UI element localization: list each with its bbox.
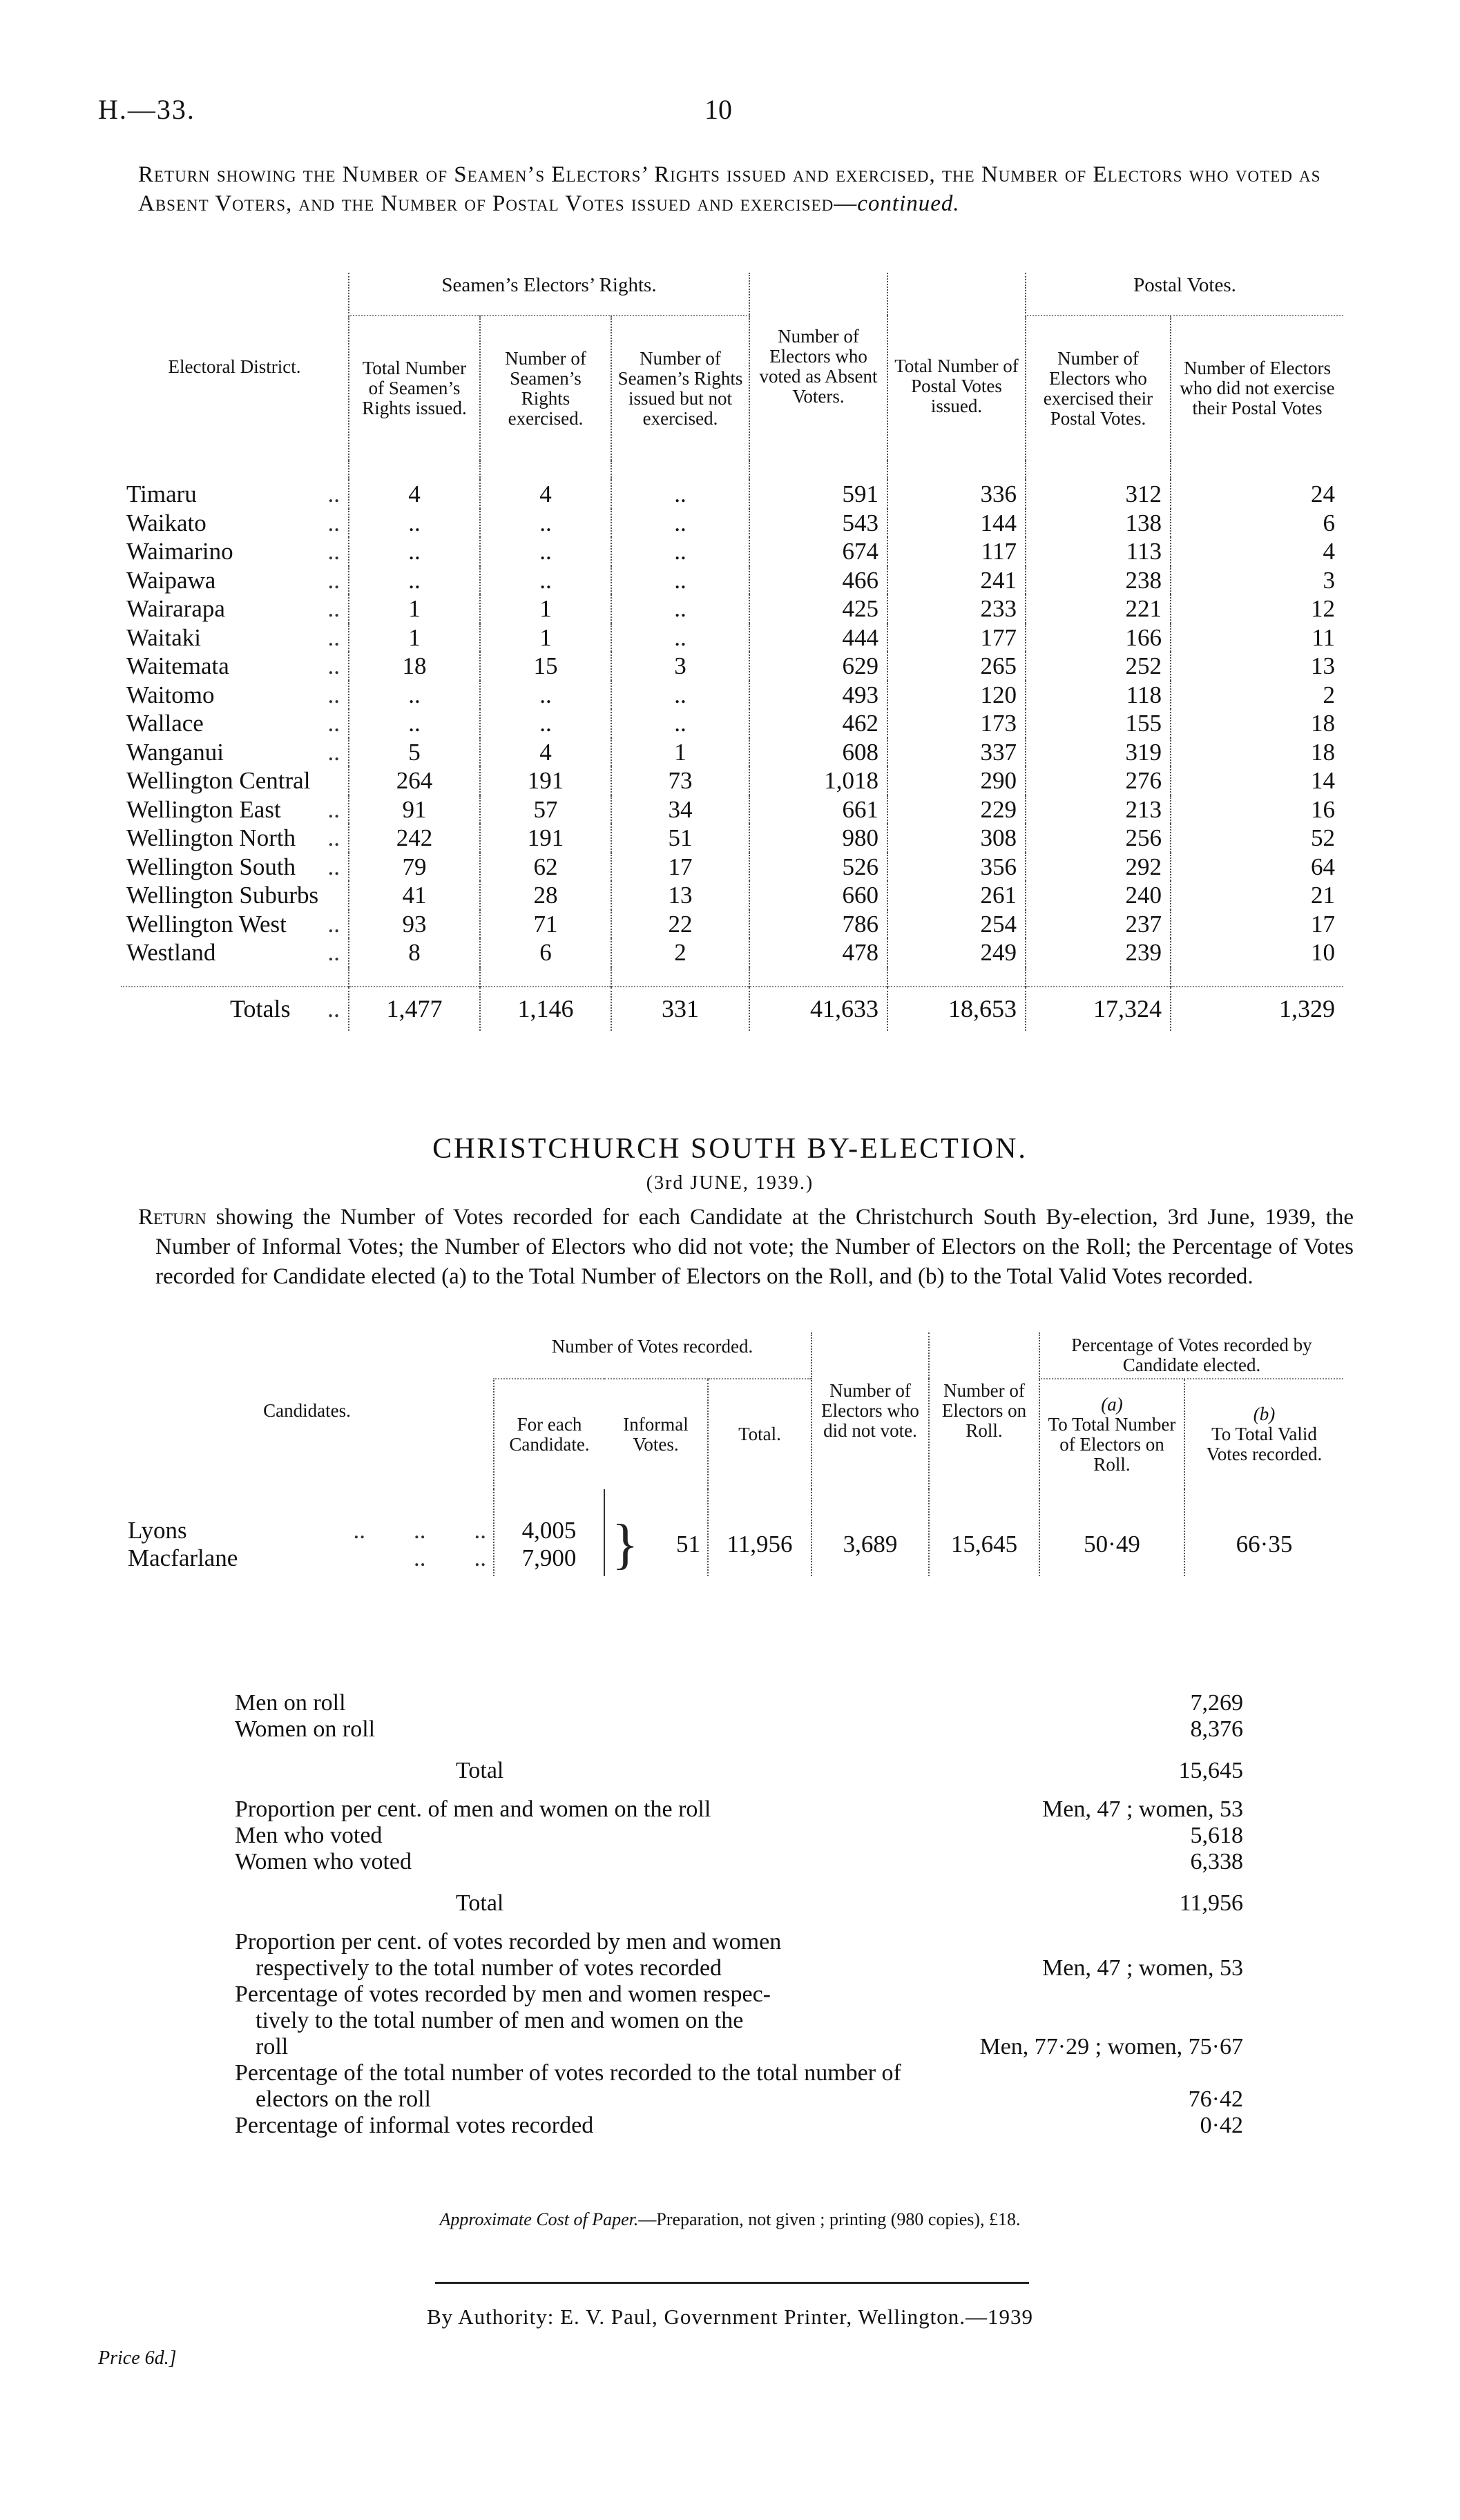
table1-title-main: Return showing the Number of Seamen’s Electors’ Rights issued and exercised, the Number of Electors who voted as Absent Voters, and the Number of Postal Votes issued and exercised— <box>138 162 1321 216</box>
summary-label: Percentage of informal votes recorded <box>235 2113 594 2138</box>
table-row <box>121 824 1343 853</box>
district-cell: Waipawa .. <box>126 566 340 594</box>
table-row <box>121 652 1343 681</box>
col-header-total: Total. <box>708 1379 811 1489</box>
value-cell: 91 <box>349 795 480 824</box>
value-cell: .. <box>349 566 480 595</box>
value-cell: 4 <box>1171 537 1343 566</box>
group-header-percentage: Percentage of Votes recorded by Candidate elected. <box>1039 1332 1343 1379</box>
summary-value: 8,376 <box>1190 1716 1243 1742</box>
value-cell: 290 <box>887 766 1026 795</box>
value-cell: 177 <box>887 623 1026 652</box>
value-cell: .. <box>480 509 611 538</box>
value-cell: 18 <box>1171 709 1343 738</box>
description-lead: Return <box>138 1205 206 1230</box>
summary-label: Percentage of votes recorded by men and women respec- <box>235 1981 771 2007</box>
value-cell: 221 <box>1026 594 1171 623</box>
value-cell: 543 <box>749 509 887 538</box>
value-cell: 249 <box>887 938 1026 967</box>
table-row <box>121 709 1343 738</box>
by-election-description <box>138 1203 1354 1292</box>
value-cell: 10 <box>1171 938 1343 967</box>
value-cell: .. <box>611 480 749 509</box>
did-not-vote: 3,689 <box>811 1489 929 1576</box>
table1-title <box>138 160 1354 218</box>
value-cell: 239 <box>1026 938 1171 967</box>
summary-block <box>235 1690 1243 2139</box>
value-cell: 265 <box>887 652 1026 681</box>
value-cell: 980 <box>749 824 887 853</box>
value-cell: 120 <box>887 681 1026 710</box>
value-cell: 660 <box>749 881 887 910</box>
value-cell: 425 <box>749 594 887 623</box>
value-cell: 79 <box>349 853 480 882</box>
table1-title-continued: continued. <box>857 191 960 216</box>
value-cell: .. <box>611 709 749 738</box>
value-cell: 14 <box>1171 766 1343 795</box>
value-cell: 241 <box>887 566 1026 595</box>
pct-a-value: 50·49 <box>1039 1489 1184 1576</box>
district-cell: Wellington South .. <box>126 853 340 880</box>
table-row <box>121 881 1343 910</box>
value-cell: 6 <box>1171 509 1343 538</box>
value-cell: 319 <box>1026 738 1171 767</box>
value-cell: 1 <box>611 738 749 767</box>
value-cell: 51 <box>611 824 749 853</box>
value-cell: 21 <box>1171 881 1343 910</box>
page-number: 10 <box>704 94 732 125</box>
value-cell: 252 <box>1026 652 1171 681</box>
value-cell: 8 <box>349 938 480 967</box>
informal-votes: } 51 <box>612 1514 700 1575</box>
value-cell: 41,633 <box>749 987 887 1031</box>
value-cell: 1,146 <box>480 987 611 1031</box>
value-cell: 312 <box>1026 480 1171 509</box>
value-cell: 24 <box>1171 480 1343 509</box>
col-header-postal-exercised: Number of Electors who exercised their Postal Votes. <box>1026 316 1171 461</box>
value-cell: 4 <box>480 738 611 767</box>
value-cell: 661 <box>749 795 887 824</box>
table-row <box>121 566 1343 595</box>
value-cell: .. <box>349 709 480 738</box>
candidate-names: Lyons .. .. .. Macfarlane .. .. <box>128 1517 486 1571</box>
district-cell: Wellington West .. <box>126 910 340 938</box>
table-row <box>121 623 1343 652</box>
summary-label: Proportion per cent. of votes recorded by men and women <box>235 1929 782 1955</box>
summary-value: 6,338 <box>1190 1849 1243 1874</box>
value-cell: 155 <box>1026 709 1171 738</box>
value-cell: 240 <box>1026 881 1171 910</box>
value-cell: 1,477 <box>349 987 480 1031</box>
value-cell: 138 <box>1026 509 1171 538</box>
table-row <box>121 938 1343 967</box>
value-cell: 73 <box>611 766 749 795</box>
value-cell: 166 <box>1026 623 1171 652</box>
table-row <box>121 537 1343 566</box>
value-cell: 144 <box>887 509 1026 538</box>
summary-value: 5,618 <box>1190 1823 1243 1848</box>
value-cell: 13 <box>1171 652 1343 681</box>
summary-label: Men who voted <box>235 1823 383 1848</box>
candidate-name: Macfarlane <box>128 1544 238 1571</box>
group-header-postal: Postal Votes. <box>1026 273 1343 316</box>
value-cell: 526 <box>749 853 887 882</box>
district-cell: Waimarino .. <box>126 538 340 565</box>
value-cell: 191 <box>480 824 611 853</box>
table-row <box>121 594 1343 623</box>
value-cell: 608 <box>749 738 887 767</box>
divider <box>435 2282 1029 2284</box>
district-cell: Waikato .. <box>126 509 340 536</box>
col-header-postal-not-exercised: Number of Electors who did not exercise their Postal Votes <box>1171 316 1343 461</box>
summary-label: Proportion per cent. of men and women on the roll <box>235 1796 711 1822</box>
table-row <box>121 910 1343 939</box>
value-cell: 478 <box>749 938 887 967</box>
summary-label: Total <box>456 1758 504 1783</box>
value-cell: 4 <box>349 480 480 509</box>
value-cell: 591 <box>749 480 887 509</box>
table-row <box>121 480 1343 509</box>
district-cell: Wallace .. <box>126 710 340 737</box>
summary-label: electors on the roll <box>256 2086 431 2112</box>
value-cell: 466 <box>749 566 887 595</box>
value-cell: .. <box>611 566 749 595</box>
value-cell: .. <box>480 566 611 595</box>
value-cell: 261 <box>887 881 1026 910</box>
candidate-votes-value: 7,900 <box>521 1544 577 1571</box>
value-cell: 17,324 <box>1026 987 1171 1031</box>
value-cell: 71 <box>480 910 611 939</box>
col-header-pct-a: (a) To Total Number of Electors on Roll. <box>1039 1379 1184 1489</box>
district-cell: Wanganui .. <box>126 738 340 766</box>
authority-line: By Authority: E. V. Paul, Government Printer, Wellington.—1939 <box>426 2305 1034 2329</box>
summary-value: 15,645 <box>1178 1758 1243 1783</box>
table-row <box>121 681 1343 710</box>
totals-row <box>121 987 1343 1031</box>
value-cell: 229 <box>887 795 1026 824</box>
value-cell: 62 <box>480 853 611 882</box>
district-cell: Wellington North .. <box>126 824 340 852</box>
value-cell: 3 <box>1171 566 1343 595</box>
value-cell: 17 <box>1171 910 1343 939</box>
col-header-seamen-not-exercised: Number of Seamen’s Rights issued but not exercised. <box>611 316 749 461</box>
value-cell: 1,018 <box>749 766 887 795</box>
summary-label: respectively to the total number of votes recorded <box>256 1955 722 1981</box>
summary-label: Women who voted <box>235 1849 412 1874</box>
value-cell: 1,329 <box>1171 987 1343 1031</box>
summary-label: Percentage of the total number of votes recorded to the total number of <box>235 2060 901 2086</box>
value-cell: 4 <box>480 480 611 509</box>
value-cell: .. <box>349 681 480 710</box>
table-row <box>121 853 1343 882</box>
total-votes: 11,956 <box>708 1489 811 1576</box>
value-cell: .. <box>480 709 611 738</box>
value-cell: 256 <box>1026 824 1171 853</box>
col-header-on-roll: Number of Electors on Roll. <box>929 1332 1039 1489</box>
value-cell: 242 <box>349 824 480 853</box>
value-cell: 336 <box>887 480 1026 509</box>
paper-reference: H.—33. <box>98 94 195 125</box>
value-cell: .. <box>480 537 611 566</box>
district-cell: Wellington Suburbs <box>126 882 319 909</box>
table-row <box>121 766 1343 795</box>
value-cell: 2 <box>1171 681 1343 710</box>
value-cell: 118 <box>1026 681 1171 710</box>
col-header-absent-voters: Number of Electors who voted as Absent Voters. <box>749 273 887 461</box>
value-cell: 493 <box>749 681 887 710</box>
table-row <box>121 795 1343 824</box>
district-cell: Waitomo .. <box>126 681 340 708</box>
value-cell: 12 <box>1171 594 1343 623</box>
value-cell: 117 <box>887 537 1026 566</box>
value-cell: 331 <box>611 987 749 1031</box>
value-cell: 15 <box>480 652 611 681</box>
value-cell: 11 <box>1171 623 1343 652</box>
by-election-date: (3rd JUNE, 1939.) <box>646 1172 814 1194</box>
col-header-total-seamen: Total Number of Seamen’s Rights issued. <box>349 316 480 461</box>
value-cell: 6 <box>480 938 611 967</box>
col-header-candidates: Candidates. <box>263 1400 351 1421</box>
value-cell: .. <box>349 537 480 566</box>
candidate-votes-value: 4,005 <box>521 1517 577 1544</box>
col-header-informal: Informal Votes. <box>604 1379 708 1489</box>
electors-on-roll: 15,645 <box>929 1489 1039 1576</box>
value-cell: 173 <box>887 709 1026 738</box>
value-cell: 337 <box>887 738 1026 767</box>
value-cell: 18,653 <box>887 987 1026 1031</box>
col-header-pct-b: (b) To Total Valid Votes recorded. <box>1184 1379 1343 1489</box>
value-cell: 3 <box>611 652 749 681</box>
value-cell: 264 <box>349 766 480 795</box>
value-cell: .. <box>611 594 749 623</box>
by-election-table <box>121 1332 1343 1576</box>
summary-value: 76·42 <box>1188 2086 1243 2112</box>
col-header-seamen-exercised: Number of Seamen’s Rights exercised. <box>480 316 611 461</box>
district-cell: Waitaki .. <box>126 623 340 651</box>
summary-value: 11,956 <box>1179 1890 1243 1916</box>
district-cell: Timaru .. <box>126 481 340 508</box>
value-cell: 1 <box>480 623 611 652</box>
district-cell: Westland .. <box>126 939 340 967</box>
col-header-postal-issued: Total Number of Postal Votes issued. <box>887 273 1026 461</box>
value-cell: 462 <box>749 709 887 738</box>
value-cell: 17 <box>611 853 749 882</box>
value-cell: 28 <box>480 881 611 910</box>
value-cell: 41 <box>349 881 480 910</box>
value-cell: 113 <box>1026 537 1171 566</box>
summary-label: tively to the total number of men and women on the <box>256 2008 744 2033</box>
summary-label: Men on roll <box>235 1690 346 1716</box>
value-cell: 276 <box>1026 766 1171 795</box>
summary-value: Men, 47 ; women, 53 <box>1042 1796 1243 1822</box>
district-cell: Waitemata .. <box>126 652 340 680</box>
value-cell: 356 <box>887 853 1026 882</box>
candidate-votes <box>494 1489 604 1576</box>
pct-b-value: 66·35 <box>1184 1489 1343 1576</box>
value-cell: 52 <box>1171 824 1343 853</box>
summary-value: Men, 47 ; women, 53 <box>1042 1955 1243 1981</box>
table-row <box>121 738 1343 767</box>
value-cell: 254 <box>887 910 1026 939</box>
value-cell: .. <box>349 509 480 538</box>
value-cell: 16 <box>1171 795 1343 824</box>
value-cell: 1 <box>349 623 480 652</box>
value-cell: .. <box>611 623 749 652</box>
value-cell: 64 <box>1171 853 1343 882</box>
value-cell: .. <box>611 681 749 710</box>
seamen-postal-table <box>121 273 1343 1031</box>
value-cell: 93 <box>349 910 480 939</box>
district-cell: Wellington Central <box>126 767 311 795</box>
value-cell: 238 <box>1026 566 1171 595</box>
value-cell: 5 <box>349 738 480 767</box>
summary-label: roll <box>256 2034 289 2059</box>
value-cell: .. <box>480 681 611 710</box>
value-cell: 18 <box>349 652 480 681</box>
value-cell: 237 <box>1026 910 1171 939</box>
summary-value: 0·42 <box>1200 2113 1243 2138</box>
col-header-did-not-vote: Number of Electors who did not vote. <box>811 1332 929 1489</box>
district-cell: Wellington East .. <box>126 795 340 823</box>
candidate-name: Lyons <box>128 1517 187 1544</box>
value-cell: 213 <box>1026 795 1171 824</box>
value-cell: 444 <box>749 623 887 652</box>
summary-value: Men, 77·29 ; women, 75·67 <box>979 2034 1243 2059</box>
value-cell: 292 <box>1026 853 1171 882</box>
value-cell: 1 <box>349 594 480 623</box>
value-cell: 674 <box>749 537 887 566</box>
value-cell: 1 <box>480 594 611 623</box>
value-cell: 629 <box>749 652 887 681</box>
group-header-votes: Number of Votes recorded. <box>551 1335 753 1357</box>
value-cell: 308 <box>887 824 1026 853</box>
price: Price 6d.] <box>98 2347 177 2369</box>
summary-label: Women on roll <box>235 1716 376 1742</box>
col-header-district: Electoral District. <box>168 356 301 377</box>
value-cell: 18 <box>1171 738 1343 767</box>
value-cell: 786 <box>749 910 887 939</box>
value-cell: 22 <box>611 910 749 939</box>
value-cell: 233 <box>887 594 1026 623</box>
by-election-title: CHRISTCHURCH SOUTH BY-ELECTION. <box>432 1133 1028 1165</box>
district-cell: Wairarapa .. <box>126 595 340 623</box>
value-cell: 13 <box>611 881 749 910</box>
value-cell: .. <box>611 509 749 538</box>
summary-value: 7,269 <box>1190 1690 1243 1716</box>
cost-note: Approximate Cost of Paper.—Preparation, not given ; printing (980 copies), £18. <box>439 2209 1021 2229</box>
value-cell: 57 <box>480 795 611 824</box>
summary-label: Total <box>456 1890 504 1916</box>
value-cell: 191 <box>480 766 611 795</box>
group-header-seamen: Seamen’s Electors’ Rights. <box>349 273 749 316</box>
value-cell: 34 <box>611 795 749 824</box>
description-text: showing the Number of Votes recorded for each Candidate at the Christchurch South By-election, 3rd June, 1939, the Number of Informal Votes; the Number of Electors who did not vote; the Number of Electors on the Roll; the Percentage of Votes recorded for Candidate elected (a) to the Total Number of Electors on the Roll, and (b) to the Total Valid Votes recorded. <box>155 1205 1354 1289</box>
col-header-for-each: For each Candidate. <box>494 1379 604 1489</box>
value-cell: 2 <box>611 938 749 967</box>
table-row <box>121 509 1343 538</box>
district-cell: Totals .. <box>121 987 349 1031</box>
value-cell: .. <box>611 537 749 566</box>
